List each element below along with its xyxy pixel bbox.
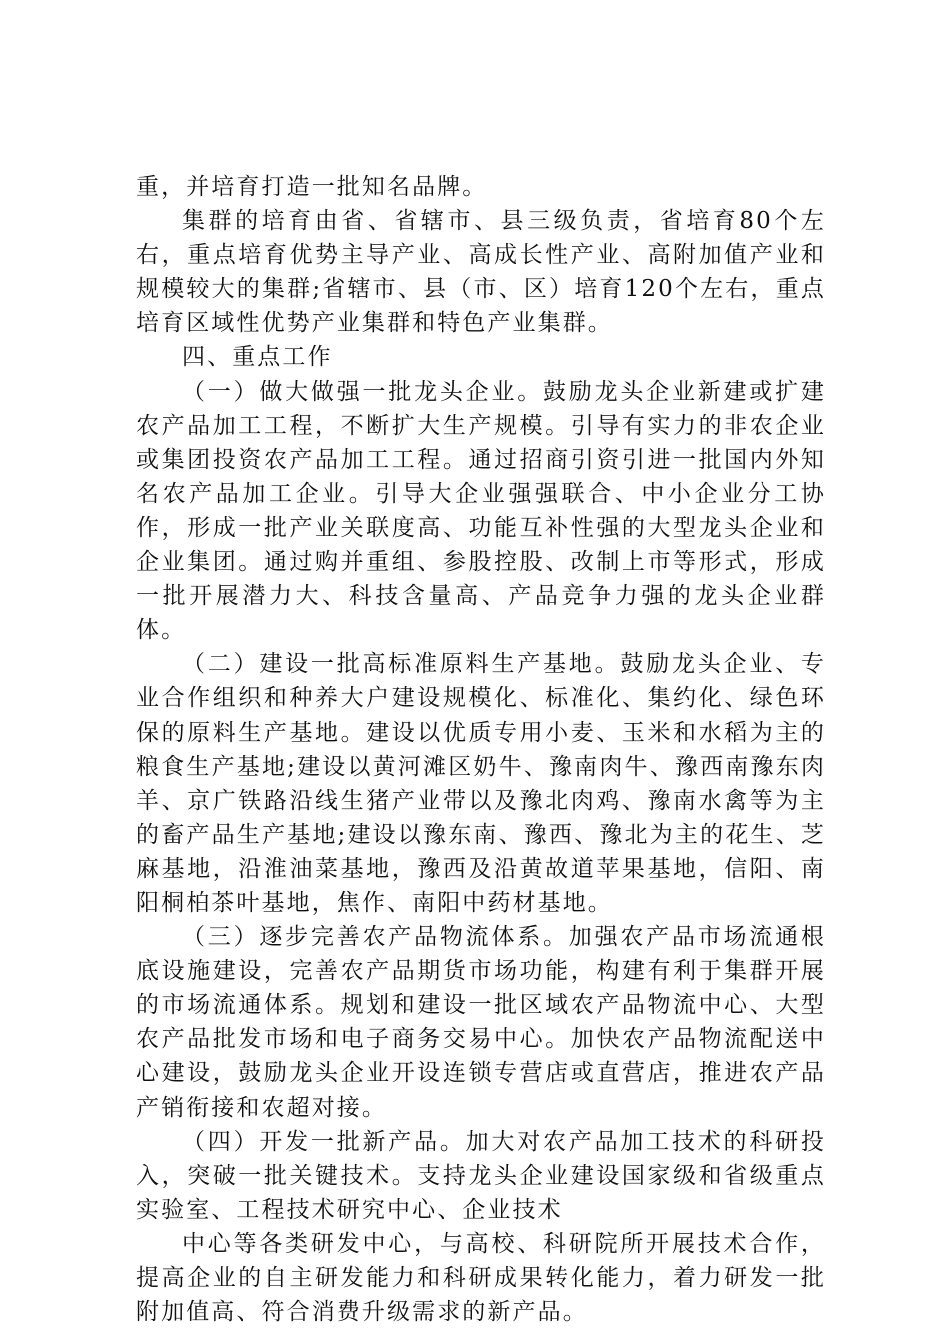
section-heading-key-work: 四、重点工作 (182, 344, 333, 371)
paragraph-item-4: （四）开发一批新产品。加大对农产品加工技术的科研投入，突破一批关键技术。支持龙头企业建设国家级和省级重点实验室、工程技术研究中心、企业技术 (136, 1128, 826, 1223)
paragraph-item-3: （三）逐步完善农产品物流体系。加强农产品市场流通根底设施建设，完善农产品期货市场功能，构建有利于集群开展的市场流通体系。规划和建设一批区域农产品物流中心、大型农产品批发市场和电子商务交易中心。加快农产品物流配送中心建设，鼓励龙头企业开设连锁专营店或直营店，推进农产品产销衔接和农超对接。 (136, 924, 826, 1121)
paragraph-item-4-continued: 中心等各类研发中心，与高校、科研院所开展技术合作，提高企业的自主研发能力和科研成果转化能力，着力研发一批附加值高、符合消费升级需求的新产品。 (136, 1230, 826, 1326)
paragraph-cluster-cultivation: 集群的培育由省、省辖市、县三级负责，省培育80个左右，重点培育优势主导产业、高成长性产业、高附加值产业和规模较大的集群;省辖市、县（市、区）培育120个左右，重点培育区域性优势产业集群和特色产业集群。 (136, 208, 826, 337)
paragraph-item-2: （二）建设一批高标准原料生产基地。鼓励龙头企业、专业合作组织和种养大户建设规模化、标准化、集约化、绿色环保的原料生产基地。建设以优质专用小麦、玉米和水稻为主的粮食生产基地;建设以黄河滩区奶牛、豫南肉牛、豫西南豫东肉羊、京广铁路沿线生猪产业带以及豫北肉鸡、豫南水禽等为主的畜产品生产基地;建设以豫东南、豫西、豫北为主的花生、芝麻基地，沿淮油菜基地，豫西及沿黄故道苹果基地，信阳、南阳桐柏茶叶基地，焦作、南阳中药材基地。 (136, 651, 826, 916)
paragraph-continuation: 重，并培育打造一批知名品牌。 (136, 174, 488, 200)
paragraph-item-1: （一）做大做强一批龙头企业。鼓励龙头企业新建或扩建农产品加工工程，不断扩大生产规模。引导有实力的非农企业或集团投资农产品加工工程。通过招商引资引进一批国内外知名农产品加工企业。引导大企业强强联合、中小企业分工协作，形成一批产业关联度高、功能互补性强的大型龙头企业和企业集团。通过购并重组、参股控股、改制上市等形式，形成一批开展潜力大、科技含量高、产品竞争力强的龙头企业群体。 (136, 378, 826, 644)
body-text (136, 170, 826, 1329)
